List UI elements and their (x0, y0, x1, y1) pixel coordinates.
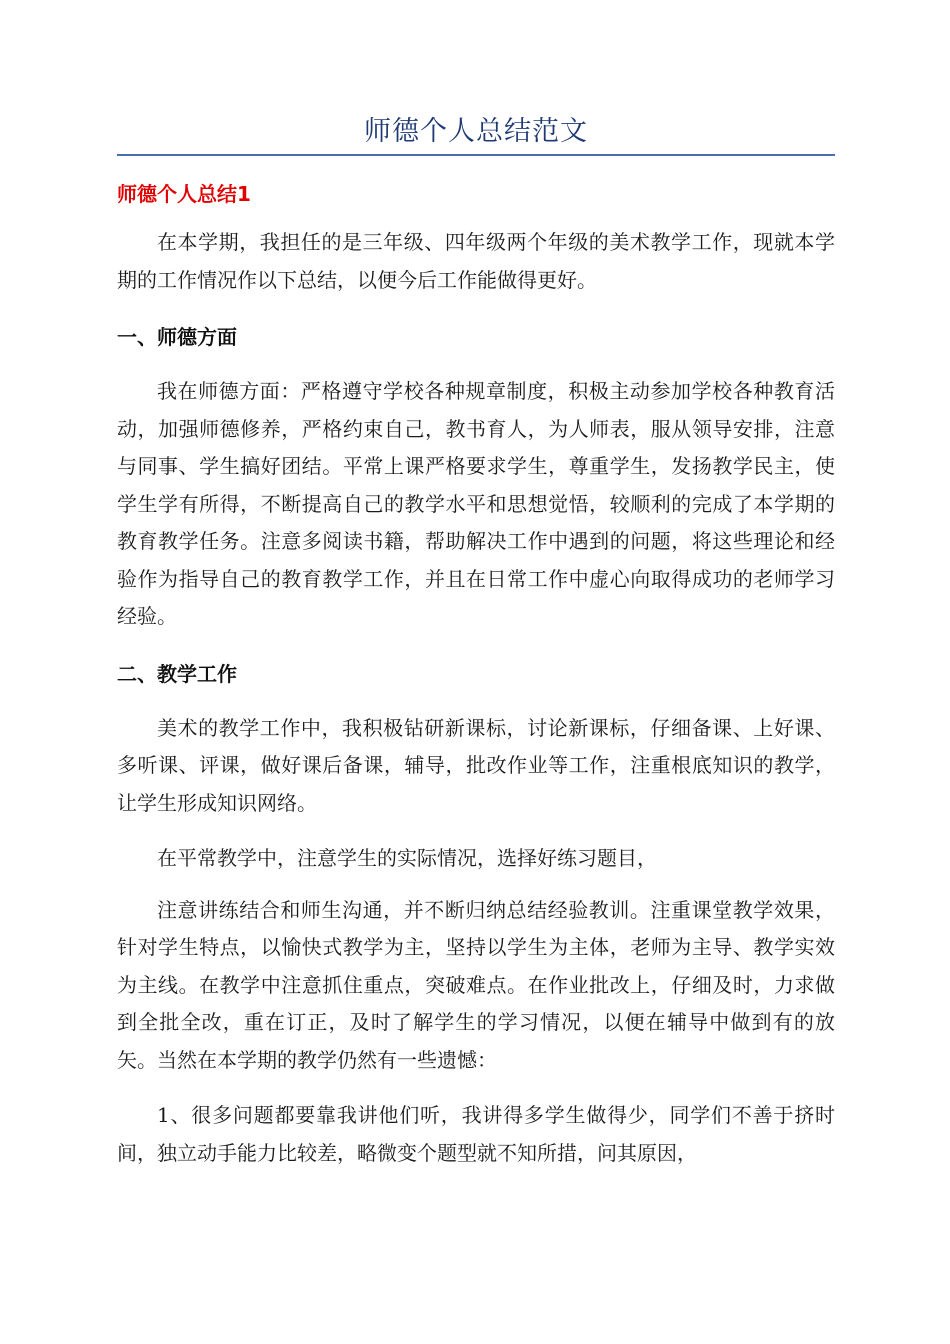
title-divider (117, 154, 835, 156)
document-body (117, 174, 835, 1190)
document-title: 师德个人总结范文 (364, 116, 588, 147)
summary-subtitle: 师德个人总结1 (117, 182, 251, 206)
ethics-paragraph: 我在师德方面：严格遵守学校各种规章制度，积极主动参加学校各种教育活动，加强师德修养，严格约束自己，教书育人，为人师表，服从领导安排，注意与同事、学生搞好团结。平常上课严格要求学生，尊重学生，发扬教学民主，使学生学有所得，不断提高自己的教学水平和思想觉悟，较顺利的完成了本学期的教育教学任务。注意多阅读书籍，帮助解决工作中遇到的问题，将这些理论和经验作为指导自己的教育教学工作，并且在日常工作中虚心向取得成功的老师学习经验。 (117, 379, 835, 628)
teaching-paragraph-1: 美术的教学工作中，我积极钻研新课标，讨论新课标，仔细备课、上好课、多听课、评课，做好课后备课，辅导，批改作业等工作，注重根底知识的教学，让学生形成知识网络。 (117, 715, 835, 815)
teaching-paragraph-2: 在平常教学中，注意学生的实际情况，选择好练习题目， (157, 846, 657, 870)
section-heading-teaching: 二、教学工作 (117, 661, 237, 686)
teaching-paragraph-4: 1、很多问题都要靠我讲他们听，我讲得多学生做得少，同学们不善于挤时间，独立动手能力比较差，略微变个题型就不知所措，问其原因， (117, 1103, 835, 1165)
teaching-paragraph-3: 注意讲练结合和师生沟通，并不断归纳总结经验教训。注重课堂教学效果，针对学生特点，以愉快式教学为主，坚持以学生为主体，老师为主导、教学实效为主线。在教学中注意抓住重点，突破难点。在作业批改上，仔细及时，力求做到全批全改，重在订正，及时了解学生的学习情况，以便在辅导中做到有的放矢。当然在本学期的教学仍然有一些遗憾： (117, 897, 835, 1072)
intro-paragraph: 在本学期，我担任的是三年级、四年级两个年级的美术教学工作，现就本学期的工作情况作以下总结，以便今后工作能做得更好。 (117, 230, 835, 292)
section-heading-ethics: 一、师德方面 (117, 325, 237, 349)
